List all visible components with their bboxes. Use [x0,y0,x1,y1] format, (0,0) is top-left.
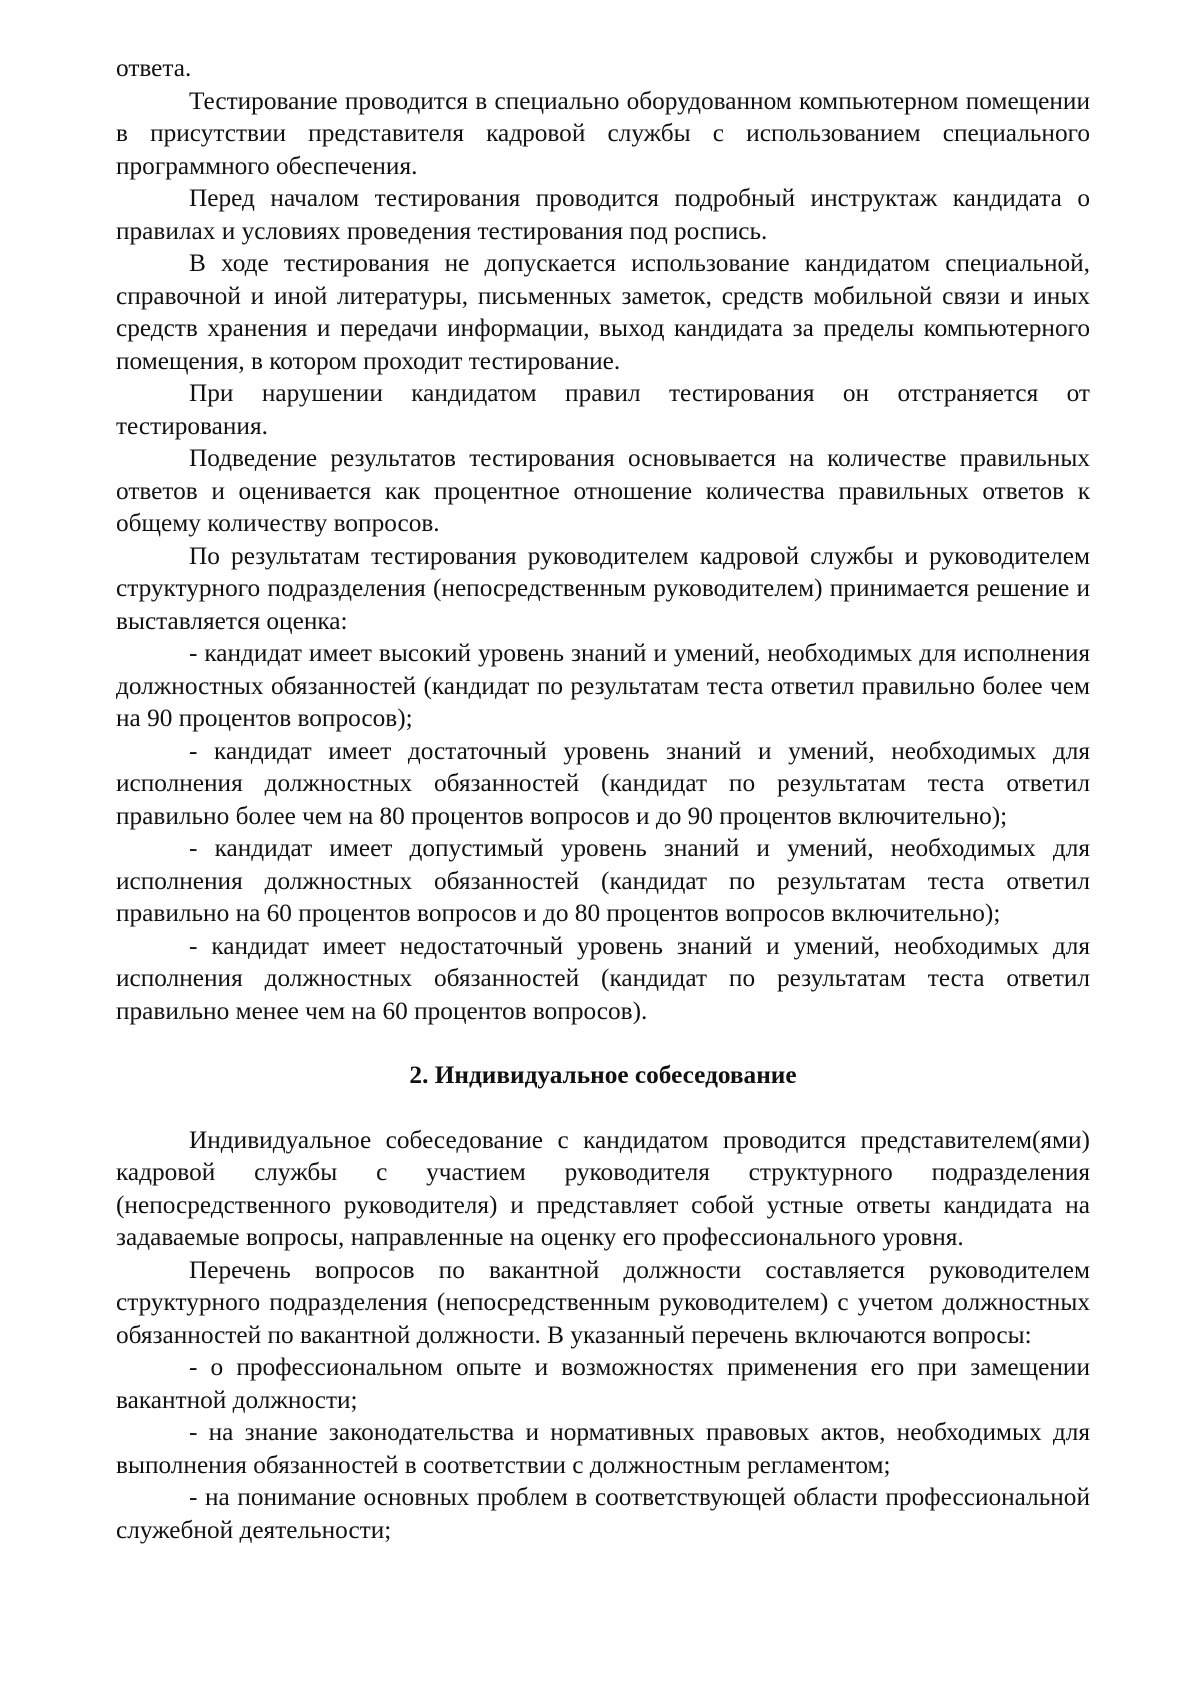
list-item-question-problems: - на понимание основных проблем в соответствующей области профессиональной служебной деятельности; [116,1483,1090,1544]
paragraph-testing-room: Тестирование проводится в специально оборудованном компьютерном помещении в присутствии представителя кадровой службы с использованием специального программного обеспечения. [116,86,1090,180]
section-heading: 2. Индивидуальное собеседование [409,1061,797,1089]
list-item-assessment-high: - кандидат имеет высокий уровень знаний и умений, необходимых для исполнения должностных обязанностей (кандидат по результатам теста ответил правильно более чем на 90 процентов вопросов); [116,639,1090,732]
list-item-question-experience: - о профессиональном опыте и возможностях применения его при замещении вакантной должности; [116,1353,1090,1414]
list-item-assessment-acceptable: - кандидат имеет допустимый уровень знаний и умений, необходимых для исполнения должностных обязанностей (кандидат по результатам теста ответил правильно на 60 процентов вопросов и до 80 процентов вопросов включительно); [116,834,1090,927]
paragraph-prohibitions: В ходе тестирования не допускается использование кандидатом специальной, справочной и иной литературы, письменных заметок, средств мобильной связи и иных средств хранения и передачи информации, выход кандидата за пределы компьютерного помещения, в котором проходит тестирование. [116,249,1090,375]
list-item-question-legislation: - на знание законодательства и нормативных правовых актов, необходимых для выполнения обязанностей в соответствии с должностным регламентом; [116,1418,1090,1479]
document-page [116,52,1090,1546]
paragraph-interview: Индивидуальное собеседование с кандидатом проводится представителем(ями) кадровой службы с участием руководителя структурного подразделения (непосредственного руководителя) и представляет собой устные ответы кандидата на задаваемые вопросы, направленные на оценку его профессионального уровня. [116,1125,1090,1251]
list-item-assessment-sufficient: - кандидат имеет достаточный уровень знаний и умений, необходимых для исполнения должностных обязанностей (кандидат по результатам теста ответил правильно более чем на 80 процентов вопросов и до 90 процентов включительно); [116,736,1090,830]
paragraph-continuation: ответа. [116,54,192,82]
paragraph-violation: При нарушении кандидатом правил тестирования он отстраняется от тестирования. [116,379,1090,440]
paragraph-results: Подведение результатов тестирования основывается на количестве правильных ответов и оценивается как процентное отношение количества правильных ответов к общему количеству вопросов. [116,444,1090,537]
paragraph-decision: По результатам тестирования руководителем кадровой службы и руководителем структурного подразделения (непосредственным руководителем) принимается решение и выставляется оценка: [116,541,1090,635]
list-item-assessment-insufficient: - кандидат имеет недостаточный уровень знаний и умений, необходимых для исполнения должностных обязанностей (кандидат по результатам теста ответил правильно менее чем на 60 процентов вопросов). [116,931,1090,1025]
paragraph-briefing: Перед началом тестирования проводится подробный инструктаж кандидата о правилах и условиях проведения тестирования под роспись. [116,184,1090,245]
paragraph-question-list: Перечень вопросов по вакантной должности составляется руководителем структурного подразделения (непосредственным руководителем) с учетом должностных обязанностей по вакантной должности. В указанный перечень включаются вопросы: [116,1255,1090,1349]
